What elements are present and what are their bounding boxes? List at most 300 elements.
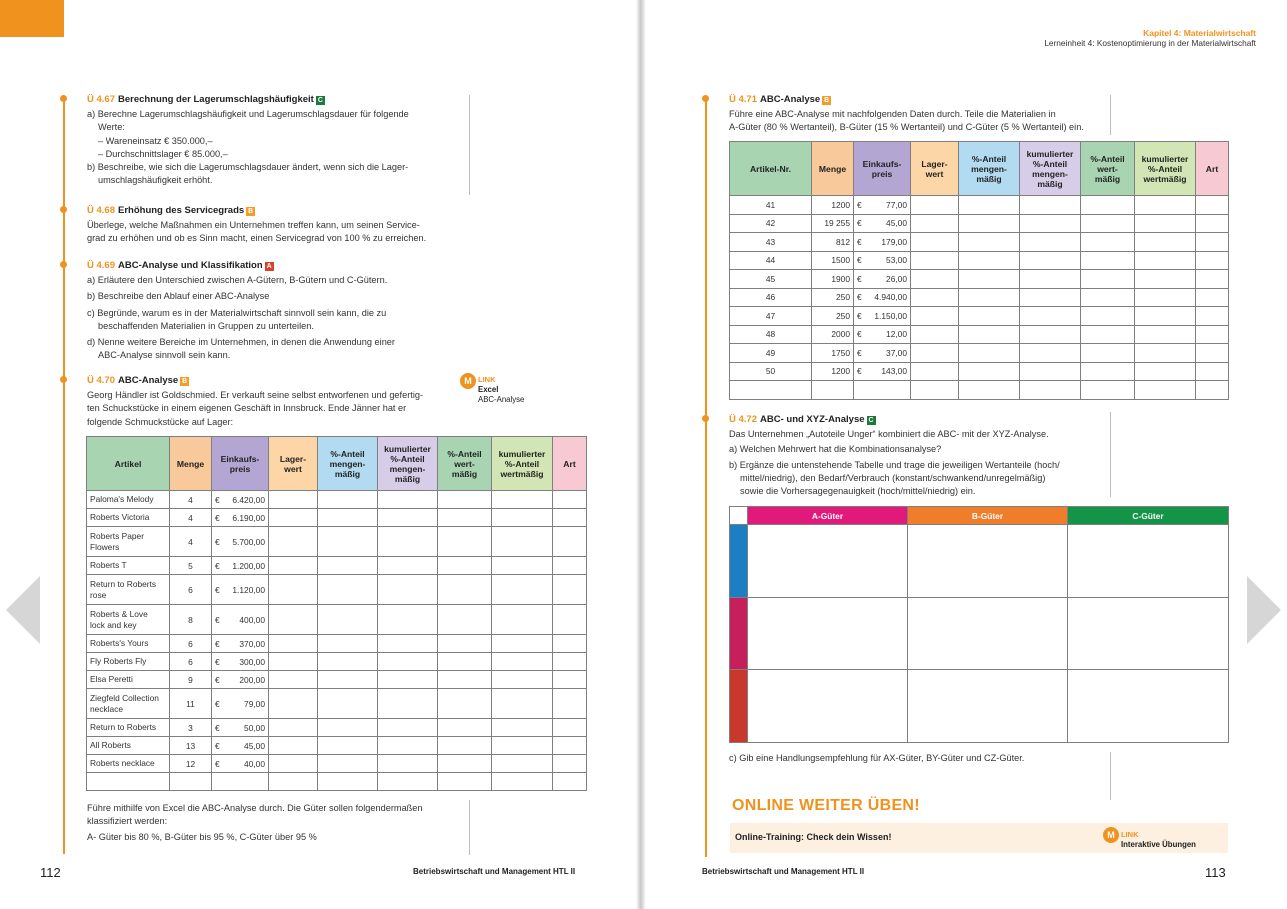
next-page-arrow-icon[interactable] (1247, 576, 1281, 644)
empty-cell[interactable] (1081, 288, 1135, 307)
text-line: Führe eine ABC-Analyse mit nachfolgenden Daten durch. Teile die Materialien in (729, 109, 1056, 119)
empty-cell[interactable] (378, 635, 438, 653)
empty-cell[interactable] (911, 344, 959, 363)
empty-cell[interactable] (87, 773, 170, 791)
exercise-4-69-title (87, 260, 274, 271)
empty-cell[interactable] (269, 491, 318, 509)
price-cell (212, 689, 269, 719)
link-logo-icon[interactable]: M (460, 373, 476, 389)
empty-cell[interactable] (1135, 270, 1196, 289)
empty-cell[interactable] (269, 635, 318, 653)
price-amount: 6.190,00 (232, 512, 265, 523)
article-number: 48 (730, 325, 812, 344)
empty-cell[interactable] (1135, 362, 1196, 381)
task-c: c) Begründe, warum es in der Materialwirtschaft sinnvoll sein kann, die zu (87, 307, 387, 318)
empty-cell[interactable] (959, 270, 1020, 289)
book-title: Betriebswirtschaft und Management HTL II (702, 867, 865, 876)
empty-cell[interactable] (854, 381, 911, 400)
empty-cell[interactable] (959, 233, 1020, 252)
price-value (215, 675, 265, 685)
empty-cell[interactable] (378, 491, 438, 509)
text-line: klassifiziert werden: (87, 816, 168, 827)
exercise-4-67-body (87, 108, 462, 188)
table-row (87, 491, 587, 509)
empty-cell[interactable] (170, 773, 212, 791)
quantity: 1200 (812, 196, 854, 215)
empty-cell[interactable] (812, 381, 854, 400)
text-line: ten Schuckstücke in einem eigenen Geschäft in Innsbruck. Ende Jänner hat er (87, 403, 407, 414)
price-cell (212, 737, 269, 755)
empty-cell[interactable] (438, 737, 492, 755)
empty-cell[interactable] (438, 755, 492, 773)
currency-symbol: € (215, 698, 220, 709)
price-amount: 300,00 (239, 656, 265, 667)
empty-cell[interactable] (438, 719, 492, 737)
table-row (730, 251, 1229, 270)
empty-cell[interactable] (553, 737, 587, 755)
empty-cell[interactable] (553, 635, 587, 653)
table-row (87, 605, 587, 635)
empty-cell[interactable] (378, 605, 438, 635)
price-amount: 5.700,00 (232, 536, 265, 547)
link-subtitle[interactable]: ABC-Analyse (478, 395, 525, 404)
exercise-4-67-title (87, 94, 325, 105)
currency-symbol: € (215, 494, 220, 505)
link-logo-icon[interactable]: M (1103, 827, 1119, 843)
empty-cell[interactable] (492, 671, 553, 689)
empty-cell[interactable] (318, 773, 378, 791)
text-line: Das Unternehmen „Autoteile Unger“ kombiniert die ABC- mit der XYZ-Analyse. (729, 429, 1049, 439)
empty-cell[interactable] (959, 344, 1020, 363)
empty-cell[interactable] (911, 196, 959, 215)
empty-cell[interactable] (553, 605, 587, 635)
price-cell (212, 653, 269, 671)
empty-cell[interactable] (1081, 307, 1135, 326)
table-row (730, 288, 1229, 307)
empty-cell[interactable] (1196, 270, 1229, 289)
column-header: kumulierter %-Anteil mengen- mäßig (1020, 142, 1081, 196)
price-cell (212, 575, 269, 605)
empty-cell[interactable] (959, 288, 1020, 307)
bullet-dot (702, 95, 709, 102)
empty-cell[interactable] (1135, 381, 1196, 400)
empty-cell[interactable] (438, 653, 492, 671)
empty-cell[interactable] (1020, 362, 1081, 381)
empty-cell[interactable] (1135, 325, 1196, 344)
table-header-row (730, 142, 1229, 196)
article-name: Roberts T (87, 557, 170, 575)
empty-cell[interactable] (492, 575, 553, 605)
table-header-row (87, 437, 587, 491)
empty-cell[interactable] (1081, 270, 1135, 289)
exercise-number: Ü 4.72 (729, 414, 757, 425)
row-marker-x (730, 525, 748, 598)
empty-cell[interactable] (378, 719, 438, 737)
empty-cell[interactable] (959, 251, 1020, 270)
empty-cell[interactable] (378, 509, 438, 527)
text-line: A-Güter (80 % Wertanteil), B-Güter (15 % Wertanteil) und C-Güter (5 % Wertanteil) ein. (729, 122, 1084, 133)
empty-cell[interactable] (1196, 251, 1229, 270)
empty-cell[interactable] (318, 755, 378, 773)
empty-cell[interactable] (318, 653, 378, 671)
task-b: b) Ergänze die untenstehende Tabelle und trage die jeweiligen Wertanteile (hoch/ (729, 459, 1060, 470)
price-cell (854, 362, 911, 381)
table-row (87, 737, 587, 755)
empty-cell[interactable] (378, 557, 438, 575)
price-value (857, 200, 907, 210)
empty-cell[interactable] (553, 575, 587, 605)
empty-cell[interactable] (959, 381, 1020, 400)
empty-cell[interactable] (438, 491, 492, 509)
empty-cell[interactable] (492, 635, 553, 653)
link-label[interactable]: LINK (1121, 830, 1139, 839)
currency-symbol: € (857, 236, 862, 247)
empty-cell[interactable] (911, 214, 959, 233)
empty-cell[interactable] (318, 689, 378, 719)
bullet-dot (60, 95, 67, 102)
quantity: 812 (812, 233, 854, 252)
empty-cell[interactable] (269, 527, 318, 557)
empty-cell[interactable] (318, 737, 378, 755)
empty-cell[interactable] (438, 575, 492, 605)
matrix-cell[interactable] (748, 525, 908, 598)
empty-cell[interactable] (492, 527, 553, 557)
task-b-cont: umschlagshäufigkeit erhöht. (98, 175, 213, 186)
table-row (730, 381, 1229, 400)
online-heading: ONLINE WEITER ÜBEN! (732, 797, 920, 814)
price-value (215, 513, 265, 523)
empty-cell[interactable] (1081, 381, 1135, 400)
empty-cell[interactable] (911, 233, 959, 252)
column-header: Art (553, 437, 587, 491)
empty-cell[interactable] (1081, 214, 1135, 233)
empty-cell[interactable] (269, 575, 318, 605)
table-row (730, 362, 1229, 381)
empty-cell[interactable] (492, 773, 553, 791)
empty-cell[interactable] (378, 737, 438, 755)
empty-cell[interactable] (1020, 214, 1081, 233)
price-amount: 370,00 (239, 638, 265, 649)
empty-cell[interactable] (1081, 325, 1135, 344)
matrix-row-z (730, 670, 1229, 743)
empty-cell[interactable] (492, 491, 553, 509)
currency-symbol: € (215, 638, 220, 649)
empty-cell[interactable] (1196, 196, 1229, 215)
quantity: 6 (170, 575, 212, 605)
empty-cell[interactable] (1196, 288, 1229, 307)
price-amount: 1.200,00 (232, 560, 265, 571)
exercise-heading: ABC-Analyse (760, 94, 821, 105)
empty-cell[interactable] (378, 689, 438, 719)
empty-cell[interactable] (553, 557, 587, 575)
row-marker-z (730, 670, 748, 743)
price-amount: 1.150,00 (874, 310, 907, 321)
empty-cell[interactable] (1196, 307, 1229, 326)
empty-cell[interactable] (378, 773, 438, 791)
empty-cell[interactable] (959, 325, 1020, 344)
empty-cell[interactable] (378, 653, 438, 671)
empty-cell[interactable] (269, 557, 318, 575)
empty-cell[interactable] (438, 509, 492, 527)
table-row (87, 719, 587, 737)
quantity: 11 (170, 689, 212, 719)
empty-cell[interactable] (1020, 381, 1081, 400)
task-c: c) Gib eine Handlungsempfehlung für AX-Güter, BY-Güter und CZ-Güter. (729, 753, 1025, 763)
price-value (215, 639, 265, 649)
currency-symbol: € (215, 614, 220, 625)
empty-cell[interactable] (959, 196, 1020, 215)
currency-symbol: € (215, 536, 220, 547)
empty-cell[interactable] (1081, 233, 1135, 252)
price-amount: 26,00 (886, 273, 907, 284)
price-cell (212, 719, 269, 737)
quantity: 4 (170, 491, 212, 509)
text-line: A- Güter bis 80 %, B-Güter bis 95 %, C-Güter über 95 % (87, 831, 317, 842)
table-row (87, 509, 587, 527)
link-label[interactable]: LINK (478, 375, 496, 384)
empty-cell[interactable] (318, 557, 378, 575)
empty-cell[interactable] (959, 362, 1020, 381)
exercise-4-71-title (729, 94, 831, 105)
link-target[interactable] (478, 385, 524, 405)
matrix-cell[interactable] (748, 598, 908, 670)
empty-cell[interactable] (438, 557, 492, 575)
empty-cell[interactable] (553, 671, 587, 689)
empty-cell[interactable] (438, 527, 492, 557)
empty-cell[interactable] (438, 605, 492, 635)
empty-cell[interactable] (1081, 251, 1135, 270)
empty-cell[interactable] (269, 509, 318, 527)
empty-cell[interactable] (553, 653, 587, 671)
column-header: kumulierter %-Anteil wertmäßig (1135, 142, 1196, 196)
empty-cell[interactable] (269, 737, 318, 755)
column-header: Artikel-Nr. (730, 142, 812, 196)
empty-cell[interactable] (269, 719, 318, 737)
empty-cell[interactable] (553, 527, 587, 557)
currency-symbol: € (857, 273, 862, 284)
empty-cell[interactable] (269, 755, 318, 773)
price-cell (854, 251, 911, 270)
empty-cell[interactable] (1196, 233, 1229, 252)
empty-cell[interactable] (318, 575, 378, 605)
matrix-cell[interactable] (1068, 670, 1229, 743)
empty-cell[interactable] (318, 605, 378, 635)
empty-cell[interactable] (1196, 325, 1229, 344)
empty-cell[interactable] (318, 509, 378, 527)
article-name: Elsa Peretti (87, 671, 170, 689)
article-name: Fly Roberts Fly (87, 653, 170, 671)
empty-cell[interactable] (730, 381, 812, 400)
empty-cell[interactable] (378, 575, 438, 605)
matrix-cell[interactable] (908, 525, 1068, 598)
empty-cell[interactable] (318, 671, 378, 689)
table-row (87, 575, 587, 605)
price-cell (212, 491, 269, 509)
page-number: 113 (1205, 865, 1226, 880)
matrix-cell[interactable] (1068, 598, 1229, 670)
empty-cell[interactable] (269, 671, 318, 689)
column-header: Menge (812, 142, 854, 196)
empty-cell[interactable] (959, 307, 1020, 326)
price-value (857, 274, 907, 284)
link-title[interactable]: Excel (478, 385, 499, 394)
article-number: 44 (730, 251, 812, 270)
quantity: 1900 (812, 270, 854, 289)
empty-cell[interactable] (1196, 381, 1229, 400)
empty-cell[interactable] (1020, 325, 1081, 344)
empty-cell[interactable] (269, 653, 318, 671)
empty-cell[interactable] (378, 671, 438, 689)
empty-cell[interactable] (269, 773, 318, 791)
empty-cell[interactable] (1135, 251, 1196, 270)
quantity: 8 (170, 605, 212, 635)
empty-cell[interactable] (553, 773, 587, 791)
difficulty-badge: B (248, 208, 254, 215)
empty-cell[interactable] (378, 527, 438, 557)
empty-cell[interactable] (438, 671, 492, 689)
matrix-header-row (730, 507, 1229, 525)
empty-cell[interactable] (492, 653, 553, 671)
empty-cell[interactable] (911, 270, 959, 289)
empty-cell[interactable] (1020, 307, 1081, 326)
empty-cell[interactable] (269, 689, 318, 719)
empty-cell[interactable] (318, 635, 378, 653)
price-value (215, 537, 265, 547)
article-name: Ziegfeld Collection necklace (87, 689, 170, 719)
empty-cell[interactable] (212, 773, 269, 791)
empty-cell[interactable] (911, 362, 959, 381)
empty-cell[interactable] (438, 689, 492, 719)
quantity: 250 (812, 307, 854, 326)
table-row (730, 270, 1229, 289)
column-header: Artikel (87, 437, 170, 491)
price-value (215, 585, 265, 595)
price-cell (212, 755, 269, 773)
empty-cell[interactable] (318, 719, 378, 737)
empty-cell[interactable] (1081, 362, 1135, 381)
price-cell (854, 270, 911, 289)
empty-cell[interactable] (1020, 251, 1081, 270)
task-d: d) Nenne weitere Bereiche im Unternehmen, in denen die Anwendung einer (87, 337, 395, 348)
empty-cell[interactable] (553, 719, 587, 737)
empty-cell[interactable] (1081, 344, 1135, 363)
matrix-cell[interactable] (908, 670, 1068, 743)
empty-cell[interactable] (1135, 196, 1196, 215)
article-name: Roberts & Love lock and key (87, 605, 170, 635)
empty-cell[interactable] (318, 527, 378, 557)
empty-cell[interactable] (911, 381, 959, 400)
empty-cell[interactable] (1020, 288, 1081, 307)
empty-cell[interactable] (1135, 288, 1196, 307)
empty-cell[interactable] (1020, 344, 1081, 363)
quantity: 6 (170, 653, 212, 671)
price-value (215, 741, 265, 751)
empty-cell[interactable] (492, 557, 553, 575)
bullet-dot (60, 206, 67, 213)
empty-cell[interactable] (1020, 196, 1081, 215)
text-line: Georg Händler ist Goldschmied. Er verkauft seine selbst entworfenen und gefertig- (87, 390, 424, 400)
empty-cell[interactable] (959, 214, 1020, 233)
empty-cell[interactable] (553, 509, 587, 527)
empty-cell[interactable] (553, 755, 587, 773)
currency-symbol: € (215, 740, 220, 751)
empty-cell[interactable] (911, 288, 959, 307)
article-name: Return to Roberts rose (87, 575, 170, 605)
matrix-cell[interactable] (748, 670, 908, 743)
matrix-header-b: B-Güter (908, 507, 1068, 525)
exercise-heading: ABC-Analyse und Klassifikation (118, 260, 263, 271)
price-amount: 400,00 (239, 614, 265, 625)
unit-header: Lerneinheit 4: Kostenoptimierung in der Materialwirtschaft (1044, 38, 1256, 48)
exercise-4-70-title (87, 375, 189, 386)
link-subtitle[interactable]: Interaktive Übungen (1121, 840, 1196, 849)
price-value (857, 237, 907, 247)
empty-cell[interactable] (318, 491, 378, 509)
matrix-cell[interactable] (1068, 525, 1229, 598)
empty-cell[interactable] (492, 605, 553, 635)
matrix-cell[interactable] (908, 598, 1068, 670)
chapter-tab (0, 0, 64, 37)
table-row (87, 671, 587, 689)
empty-cell[interactable] (492, 719, 553, 737)
empty-cell[interactable] (492, 755, 553, 773)
currency-symbol: € (857, 347, 862, 358)
empty-cell[interactable] (492, 509, 553, 527)
empty-cell[interactable] (911, 307, 959, 326)
empty-cell[interactable] (911, 251, 959, 270)
bullet-dot (60, 376, 67, 383)
empty-cell[interactable] (1081, 196, 1135, 215)
empty-cell[interactable] (269, 605, 318, 635)
quantity: 13 (170, 737, 212, 755)
currency-symbol: € (857, 218, 862, 229)
empty-cell[interactable] (1135, 233, 1196, 252)
empty-cell[interactable] (1196, 344, 1229, 363)
currency-symbol: € (215, 584, 220, 595)
empty-cell[interactable] (438, 773, 492, 791)
price-amount: 53,00 (886, 255, 907, 266)
article-name: Roberts necklace (87, 755, 170, 773)
empty-cell[interactable] (1196, 362, 1229, 381)
quantity: 250 (812, 288, 854, 307)
empty-cell[interactable] (1135, 214, 1196, 233)
task-b-cont: mittel/niedrig), den Bedarf/Verbrauch (konstant/schwankend/unregelmäßig) (740, 472, 1046, 483)
empty-cell[interactable] (492, 737, 553, 755)
empty-cell[interactable] (1020, 270, 1081, 289)
difficulty-badge: C (317, 97, 323, 104)
empty-cell[interactable] (378, 755, 438, 773)
article-name: All Roberts (87, 737, 170, 755)
column-header: kumulierter %-Anteil wertmäßig (492, 437, 553, 491)
price-amount: 45,00 (886, 218, 907, 229)
empty-cell[interactable] (1135, 307, 1196, 326)
online-training-label[interactable]: Online-Training: Check dein Wissen! (735, 832, 892, 842)
empty-cell[interactable] (553, 689, 587, 719)
empty-cell[interactable] (1135, 344, 1196, 363)
empty-cell[interactable] (1020, 233, 1081, 252)
currency-symbol: € (857, 255, 862, 266)
prev-page-arrow-icon[interactable] (6, 576, 40, 644)
article-name: Return to Roberts (87, 719, 170, 737)
table-row (87, 773, 587, 791)
empty-cell[interactable] (553, 491, 587, 509)
empty-cell[interactable] (438, 635, 492, 653)
currency-symbol: € (857, 292, 862, 303)
matrix-row-x (730, 525, 1229, 598)
empty-cell[interactable] (911, 325, 959, 344)
empty-cell[interactable] (492, 689, 553, 719)
empty-cell[interactable] (1196, 214, 1229, 233)
